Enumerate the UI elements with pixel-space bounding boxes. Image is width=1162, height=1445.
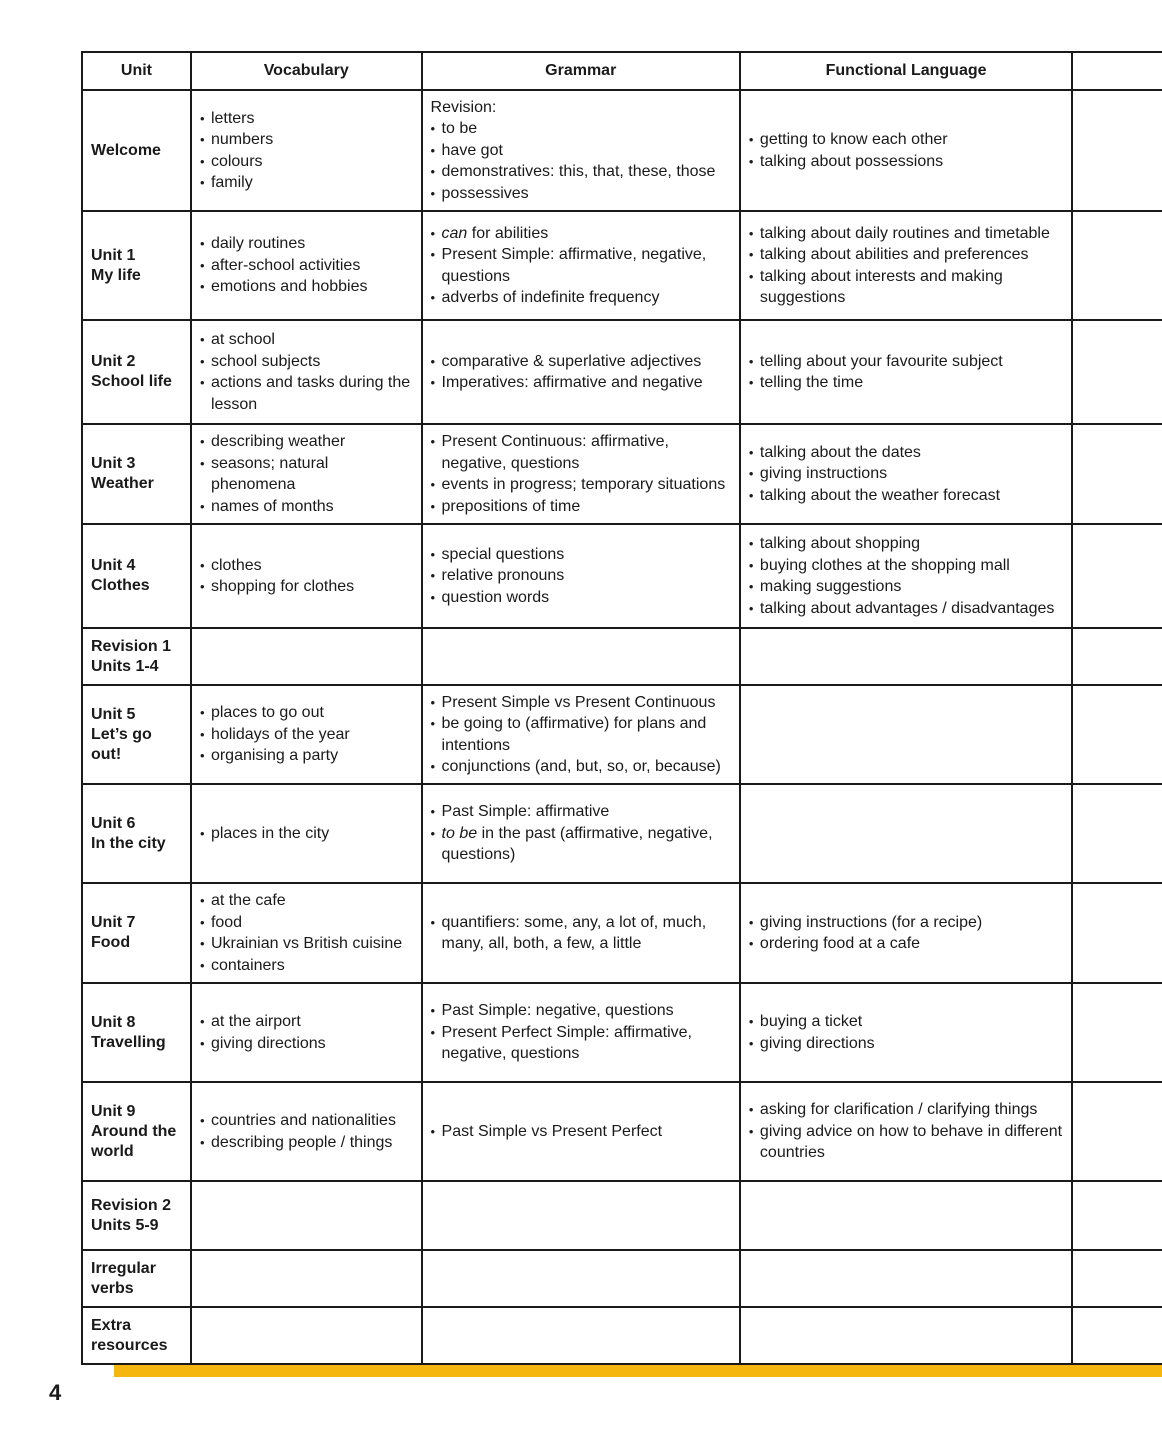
- vocabulary-cell: [191, 1082, 422, 1181]
- grammar-cell: [422, 1181, 740, 1250]
- grammar-cell: [422, 320, 740, 424]
- vocabulary-list: [200, 555, 413, 598]
- grammar-cell: [422, 524, 740, 628]
- table-row: [82, 1250, 1162, 1307]
- unit-cell: [82, 685, 191, 784]
- vocabulary-cell: [191, 685, 422, 784]
- list-item: • giving advice on how to behave in different countries: [749, 1121, 1063, 1164]
- unit-name: resources: [91, 1336, 168, 1354]
- extra-cell: [1072, 320, 1162, 424]
- list-item: • seasons; natural phenomena: [200, 453, 413, 496]
- functional-list: [749, 129, 1063, 172]
- vocabulary-list: [200, 823, 413, 845]
- vocabulary-cell: [191, 524, 422, 628]
- list-item: • giving directions: [749, 1033, 1063, 1055]
- table-row: [82, 685, 1162, 784]
- functional-language-cell: [740, 211, 1072, 320]
- list-item: • giving instructions: [749, 463, 1063, 485]
- list-item: • containers: [200, 955, 413, 977]
- grammar-list: [431, 1121, 731, 1143]
- unit-cell: [82, 1250, 191, 1307]
- table-row: [82, 424, 1162, 524]
- grammar-cell: [422, 1250, 740, 1307]
- unit-name: Unit 6: [91, 814, 136, 832]
- unit-cell: [82, 424, 191, 524]
- unit-name: world: [91, 1142, 134, 1160]
- grammar-cell: [422, 1307, 740, 1364]
- functional-language-cell: [740, 1250, 1072, 1307]
- vocabulary-list: [200, 1011, 413, 1054]
- italic-term: can: [441, 224, 468, 242]
- unit-cell: [82, 1307, 191, 1364]
- functional-list: [749, 533, 1063, 619]
- unit-name: Unit 7: [91, 914, 136, 931]
- list-item: • clothes: [200, 555, 413, 577]
- functional-list: [749, 1099, 1063, 1164]
- vocabulary-cell: [191, 1250, 422, 1307]
- extra-cell: [1072, 784, 1162, 883]
- functional-language-cell: [740, 685, 1072, 784]
- header-unit: Unit: [82, 52, 191, 90]
- extra-cell: [1072, 1307, 1162, 1364]
- list-item: • talking about the dates: [749, 442, 1063, 464]
- grammar-cell: [422, 883, 740, 983]
- vocabulary-cell: [191, 1181, 422, 1250]
- list-item: [431, 223, 731, 245]
- list-item: • making suggestions: [749, 576, 1063, 598]
- list-item: • Past Simple vs Present Perfect: [431, 1121, 731, 1143]
- list-item: • talking about advantages / disadvantages: [749, 598, 1063, 620]
- list-item: • talking about abilities and preferences: [749, 244, 1063, 266]
- list-item: • telling about your favourite subject: [749, 351, 1063, 373]
- unit-name: Revision 2: [91, 1196, 172, 1214]
- grammar-cell: [422, 628, 740, 685]
- grammar-cell: [422, 685, 740, 784]
- list-item: • talking about shopping: [749, 533, 1063, 555]
- grammar-list: [431, 912, 731, 955]
- grammar-list: [431, 431, 731, 517]
- table-row: [82, 90, 1162, 211]
- list-item: • conjunctions (and, but, so, or, because): [431, 756, 731, 778]
- grammar-cell: [422, 1082, 740, 1181]
- vocabulary-list: [200, 108, 413, 194]
- functional-language-cell: [740, 524, 1072, 628]
- table-row: [82, 524, 1162, 628]
- grammar-list: [431, 1000, 731, 1065]
- list-item: • buying clothes at the shopping mall: [749, 555, 1063, 577]
- functional-list: [749, 912, 1063, 955]
- list-item: • letters: [200, 108, 413, 130]
- functional-language-cell: [740, 983, 1072, 1082]
- unit-name: Unit 1: [91, 246, 136, 264]
- extra-cell: [1072, 628, 1162, 685]
- grammar-list: [431, 118, 731, 204]
- list-item: • family: [200, 172, 413, 194]
- functional-list: [749, 1011, 1063, 1054]
- table-row: [82, 628, 1162, 685]
- list-item: • names of months: [200, 496, 413, 518]
- list-item: • talking about daily routines and timetable: [749, 223, 1063, 245]
- grammar-list: [431, 223, 731, 309]
- grammar-cell: [422, 90, 740, 211]
- table-row: [82, 1307, 1162, 1364]
- vocabulary-cell: [191, 90, 422, 211]
- unit-name: Unit 4: [91, 557, 136, 574]
- unit-cell: [82, 320, 191, 424]
- list-item: • emotions and hobbies: [200, 276, 413, 298]
- item-text: for abilities: [467, 224, 549, 242]
- table-row: [82, 1082, 1162, 1181]
- unit-name: verbs: [91, 1279, 134, 1297]
- list-item: • talking about interests and making suggestions: [749, 266, 1063, 309]
- table-row: [82, 211, 1162, 320]
- list-item: • getting to know each other: [749, 129, 1063, 151]
- italic-term: to be: [441, 824, 478, 842]
- grammar-list: [431, 801, 731, 866]
- vocabulary-cell: [191, 784, 422, 883]
- table-row: [82, 784, 1162, 883]
- header-grammar: Grammar: [422, 52, 740, 90]
- vocabulary-cell: [191, 1307, 422, 1364]
- extra-cell: [1072, 424, 1162, 524]
- list-item: • special questions: [431, 544, 731, 566]
- table-row: [82, 320, 1162, 424]
- list-item: • Present Continuous: affirmative, negative, questions: [431, 431, 731, 474]
- table-row: [82, 1181, 1162, 1250]
- unit-name: Unit 9: [91, 1102, 136, 1120]
- header-vocabulary: Vocabulary: [191, 52, 422, 90]
- list-item: • food: [200, 912, 413, 934]
- unit-cell: [82, 983, 191, 1082]
- list-item: • colours: [200, 151, 413, 173]
- list-item: • Ukrainian vs British cuisine: [200, 933, 413, 955]
- list-item: • countries and nationalities: [200, 1110, 413, 1132]
- vocabulary-list: [200, 431, 413, 517]
- unit-name: Unit 8: [91, 1013, 136, 1031]
- functional-list: [749, 442, 1063, 507]
- functional-language-cell: [740, 320, 1072, 424]
- list-item: • talking about the weather forecast: [749, 485, 1063, 507]
- list-item: • school subjects: [200, 351, 413, 373]
- list-item: • question words: [431, 587, 731, 609]
- extra-cell: [1072, 685, 1162, 784]
- grammar-cell: [422, 784, 740, 883]
- functional-list: [749, 223, 1063, 309]
- extra-cell: [1072, 1082, 1162, 1181]
- list-item: • ordering food at a cafe: [749, 933, 1063, 955]
- functional-language-cell: [740, 628, 1072, 685]
- unit-name: In the city: [91, 834, 166, 852]
- list-item: • after-school activities: [200, 255, 413, 277]
- list-item: • Present Perfect Simple: affirmative, negative, questions: [431, 1022, 731, 1065]
- vocabulary-list: [200, 702, 413, 767]
- vocabulary-cell: [191, 211, 422, 320]
- list-item: • adverbs of indefinite frequency: [431, 287, 731, 309]
- list-item: • places in the city: [200, 823, 413, 845]
- vocabulary-list: [200, 329, 413, 415]
- list-item: • buying a ticket: [749, 1011, 1063, 1033]
- list-item: • have got: [431, 140, 731, 162]
- unit-name: Clothes: [91, 577, 150, 594]
- list-item: • at school: [200, 329, 413, 351]
- grammar-intro: Revision:: [430, 98, 497, 116]
- unit-name: Extra: [91, 1316, 132, 1334]
- header-row: [82, 52, 1162, 90]
- unit-name: Around the: [91, 1122, 177, 1140]
- list-item: • quantifiers: some, any, a lot of, much, many, all, both, a few, a little: [431, 912, 731, 955]
- table-body: [82, 90, 1162, 1364]
- accent-bar: [114, 1365, 1162, 1377]
- vocabulary-cell: [191, 628, 422, 685]
- list-item: • describing people / things: [200, 1132, 413, 1154]
- list-item: • asking for clarification / clarifying things: [749, 1099, 1063, 1121]
- list-item: • daily routines: [200, 233, 413, 255]
- unit-name: My life: [91, 266, 141, 284]
- list-item: • numbers: [200, 129, 413, 151]
- unit-cell: [82, 211, 191, 320]
- unit-cell: [82, 628, 191, 685]
- unit-name: Welcome: [91, 141, 161, 159]
- vocabulary-list: [200, 1110, 413, 1153]
- unit-name: Units 1-4: [91, 657, 159, 675]
- functional-language-cell: [740, 90, 1072, 211]
- list-item: • giving directions: [200, 1033, 413, 1055]
- functional-list: [749, 351, 1063, 394]
- grammar-list: [431, 692, 731, 778]
- unit-name: Weather: [91, 475, 154, 492]
- unit-cell: [82, 1181, 191, 1250]
- list-item: • shopping for clothes: [200, 576, 413, 598]
- unit-cell: [82, 90, 191, 211]
- functional-language-cell: [740, 784, 1072, 883]
- list-item: • to be: [431, 118, 731, 140]
- unit-cell: [82, 883, 191, 983]
- grammar-cell: [422, 211, 740, 320]
- extra-cell: [1072, 524, 1162, 628]
- list-item: • prepositions of time: [431, 496, 731, 518]
- extra-cell: [1072, 1250, 1162, 1307]
- unit-name: Food: [91, 934, 131, 951]
- contents-table: [81, 51, 1162, 1365]
- unit-cell: [82, 1082, 191, 1181]
- list-item: • events in progress; temporary situations: [431, 474, 731, 496]
- vocabulary-cell: [191, 320, 422, 424]
- vocabulary-list: [200, 233, 413, 298]
- unit-name: School life: [91, 373, 172, 390]
- unit-name: Unit 3: [91, 455, 136, 472]
- list-item: • places to go out: [200, 702, 413, 724]
- list-item: • possessives: [431, 183, 731, 205]
- page-number: 4: [49, 1380, 62, 1405]
- unit-cell: [82, 784, 191, 883]
- header-functional-language: Functional Language: [740, 52, 1072, 90]
- list-item: • Imperatives: affirmative and negative: [431, 372, 731, 394]
- list-item: • demonstratives: this, that, these, those: [431, 161, 731, 183]
- extra-cell: [1072, 90, 1162, 211]
- grammar-list: [431, 351, 731, 394]
- functional-language-cell: [740, 1082, 1072, 1181]
- list-item: • telling the time: [749, 372, 1063, 394]
- extra-cell: [1072, 1181, 1162, 1250]
- vocabulary-list: [200, 890, 413, 976]
- list-item: • at the cafe: [200, 890, 413, 912]
- table-row: [82, 983, 1162, 1082]
- list-item: • Present Simple vs Present Continuous: [431, 692, 731, 714]
- list-item: [431, 823, 731, 866]
- vocabulary-cell: [191, 983, 422, 1082]
- extra-cell: [1072, 211, 1162, 320]
- grammar-cell: [422, 424, 740, 524]
- list-item: • Past Simple: affirmative: [431, 801, 731, 823]
- functional-language-cell: [740, 424, 1072, 524]
- list-item: • Past Simple: negative, questions: [431, 1000, 731, 1022]
- list-item: • Present Simple: affirmative, negative, questions: [431, 244, 731, 287]
- list-item: • describing weather: [200, 431, 413, 453]
- unit-cell: [82, 524, 191, 628]
- unit-name: Units 5-9: [91, 1216, 159, 1234]
- list-item: • at the airport: [200, 1011, 413, 1033]
- extra-cell: [1072, 883, 1162, 983]
- list-item: • be going to (affirmative) for plans and intentions: [431, 713, 731, 756]
- functional-language-cell: [740, 883, 1072, 983]
- vocabulary-cell: [191, 424, 422, 524]
- vocabulary-cell: [191, 883, 422, 983]
- unit-name: Unit 2: [91, 353, 136, 370]
- list-item: • relative pronouns: [431, 565, 731, 587]
- list-item: • organising a party: [200, 745, 413, 767]
- unit-name: Irregular: [91, 1259, 156, 1277]
- unit-name: Let’s go out!: [91, 725, 152, 763]
- grammar-list: [431, 544, 731, 609]
- list-item: • actions and tasks during the lesson: [200, 372, 413, 415]
- list-item: • talking about possessions: [749, 151, 1063, 173]
- unit-name: Unit 5: [91, 705, 136, 723]
- list-item: • holidays of the year: [200, 724, 413, 746]
- list-item: • comparative & superlative adjectives: [431, 351, 731, 373]
- item-text: in the past (affirmative, negative, questions): [441, 824, 713, 864]
- functional-language-cell: [740, 1307, 1072, 1364]
- grammar-cell: [422, 983, 740, 1082]
- functional-language-cell: [740, 1181, 1072, 1250]
- header-extra-column: [1072, 52, 1162, 90]
- extra-cell: [1072, 983, 1162, 1082]
- unit-name: Travelling: [91, 1033, 166, 1051]
- table-row: [82, 883, 1162, 983]
- list-item: • giving instructions (for a recipe): [749, 912, 1063, 934]
- unit-name: Revision 1: [91, 637, 172, 655]
